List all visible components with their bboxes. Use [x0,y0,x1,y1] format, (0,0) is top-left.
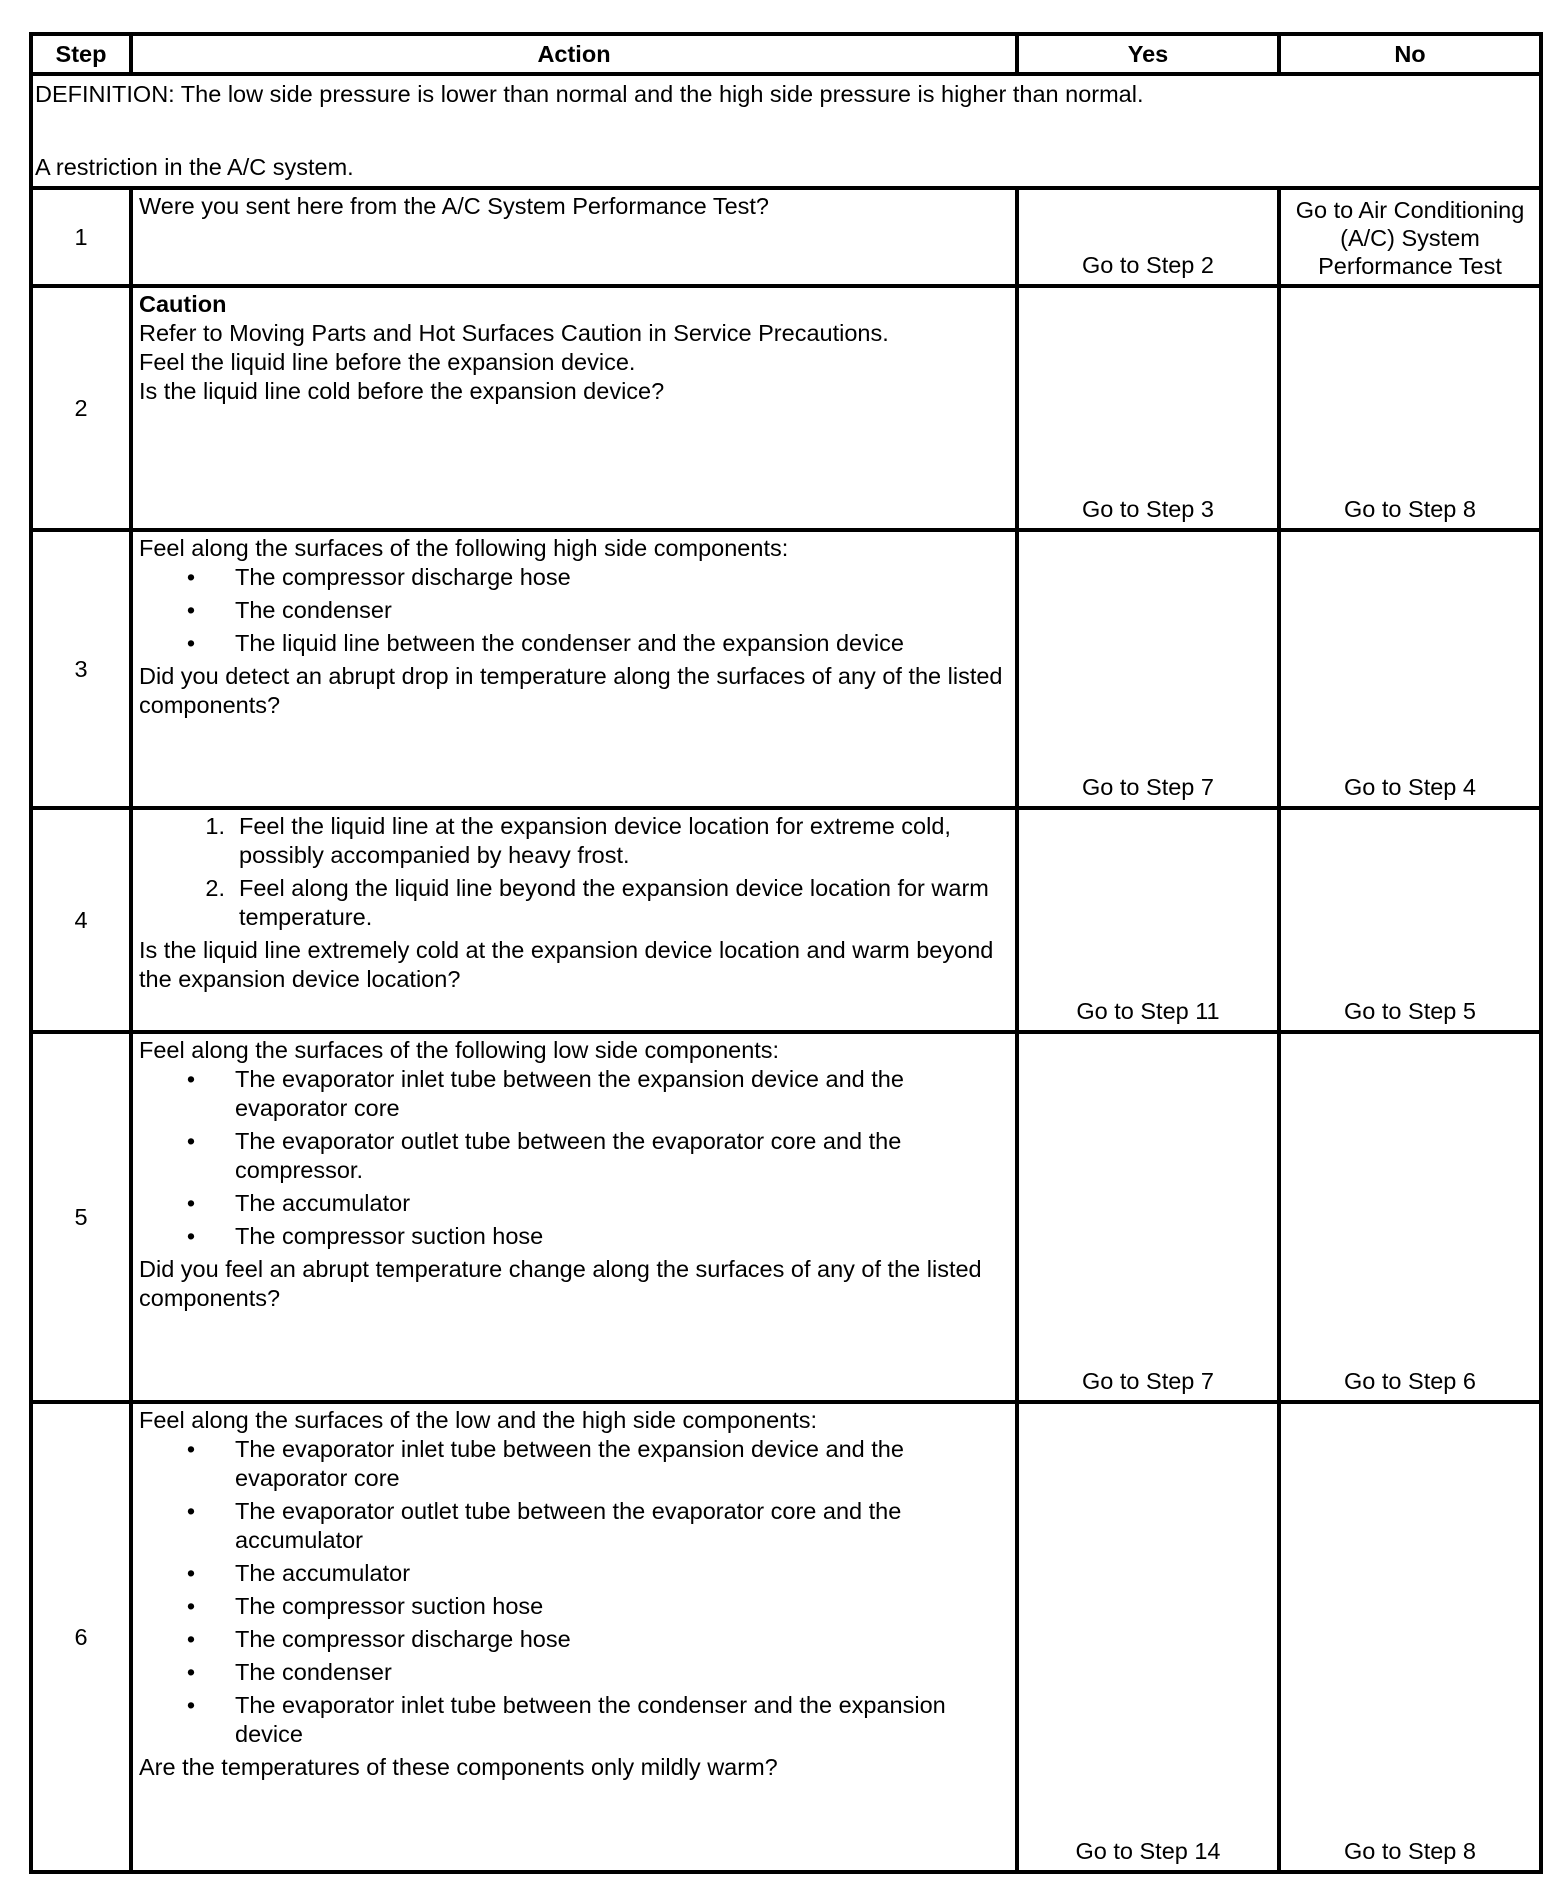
bullet-icon: • [186,1560,196,1586]
step-question: Were you sent here from the A/C System Performance Test? [139,193,769,219]
step-question: Did you feel an abrupt temperature change along the surfaces of any of the listed components? [139,1256,982,1311]
step-action [131,1032,1017,1402]
bullet-icon: • [186,630,196,656]
definition-text: DEFINITION: The low side pressure is lower than normal and the high side pressure is higher than normal. [35,81,1144,107]
step-no-result: Go to Step 4 [1279,530,1541,808]
header-step: Step [31,34,131,74]
caution-title: Caution [139,291,227,317]
list-item: • The compressor discharge hose [139,1625,1009,1654]
header-yes: Yes [1017,34,1279,74]
step-action [131,188,1017,286]
step-yes-result: Go to Step 11 [1017,808,1279,1032]
step-number: 1 [31,188,131,286]
item-number: 2. [205,875,225,901]
step-question: Is the liquid line cold before the expansion device? [139,378,665,404]
list-item: • The evaporator inlet tube between the expansion device and the evaporator core [139,1435,1009,1493]
step-action [131,286,1017,530]
list-item: • The evaporator outlet tube between the evaporator core and the accumulator [139,1497,1009,1555]
list-item: • The condenser [139,596,1009,625]
step-row-1 [31,188,1541,286]
step-no-result: Go to Step 6 [1279,1032,1541,1402]
step-yes-result: Go to Step 7 [1017,1032,1279,1402]
list-item: • The compressor discharge hose [139,563,1009,592]
list-item: • The compressor suction hose [139,1592,1009,1621]
list-item: 1. Feel the liquid line at the expansion device location for extreme cold, possibly accompanied by heavy frost. [139,812,1009,870]
step-yes-result: Go to Step 3 [1017,286,1279,530]
item-number: 1. [205,813,225,839]
caution-text: Refer to Moving Parts and Hot Surfaces Caution in Service Precautions. [139,320,889,346]
step-row-6 [31,1402,1541,1872]
step-number: 2 [31,286,131,530]
list-item: • The accumulator [139,1559,1009,1588]
component-list [139,1065,1009,1255]
step-no-result: Go to Air Conditioning (A/C) System Performance Test [1279,188,1541,286]
list-item: • The evaporator outlet tube between the evaporator core and the compressor. [139,1127,1009,1185]
bullet-icon: • [186,1128,196,1154]
bullet-icon: • [186,1593,196,1619]
bullet-icon: • [186,1223,196,1249]
bullet-icon: • [186,1692,196,1718]
step-no-result: Go to Step 8 [1279,286,1541,530]
step-row-5 [31,1032,1541,1402]
definition-summary: A restriction in the A/C system. [35,154,354,180]
step-no-result: Go to Step 5 [1279,808,1541,1032]
step-question: Are the temperatures of these components only mildly warm? [139,1754,778,1780]
list-item: • The evaporator inlet tube between the condenser and the expansion device [139,1691,1009,1749]
procedure-list [139,812,1009,936]
bullet-icon: • [186,1190,196,1216]
step-number: 6 [31,1402,131,1872]
step-yes-result: Go to Step 14 [1017,1402,1279,1872]
step-question: Did you detect an abrupt drop in temperature along the surfaces of any of the listed components? [139,663,1003,718]
step-intro: Feel along the surfaces of the low and the high side components: [139,1407,818,1433]
step-action [131,530,1017,808]
header-action: Action [131,34,1017,74]
bullet-icon: • [186,1659,196,1685]
bullet-icon: • [186,1498,196,1524]
step-yes-result: Go to Step 2 [1017,188,1279,286]
component-list [139,563,1009,662]
diagnostic-table [29,32,1543,1874]
step-row-2 [31,286,1541,530]
bullet-icon: • [186,1626,196,1652]
step-action [131,808,1017,1032]
step-number: 5 [31,1032,131,1402]
component-list [139,1435,1009,1753]
header-row [31,34,1541,74]
step-number: 4 [31,808,131,1032]
definition-cell [31,74,1541,188]
step-instruction: Feel the liquid line before the expansion device. [139,349,636,375]
step-action [131,1402,1017,1872]
step-question: Is the liquid line extremely cold at the expansion device location and warm beyond the expansion device location? [139,937,994,992]
list-item: • The liquid line between the condenser and the expansion device [139,629,1009,658]
step-no-result: Go to Step 8 [1279,1402,1541,1872]
bullet-icon: • [186,1066,196,1092]
step-yes-result: Go to Step 7 [1017,530,1279,808]
step-row-4 [31,808,1541,1032]
bullet-icon: • [186,597,196,623]
definition-row [31,74,1541,188]
list-item: • The condenser [139,1658,1009,1687]
list-item: • The accumulator [139,1189,1009,1218]
list-item: • The evaporator inlet tube between the expansion device and the evaporator core [139,1065,1009,1123]
header-no: No [1279,34,1541,74]
step-number: 3 [31,530,131,808]
list-item: 2. Feel along the liquid line beyond the expansion device location for warm temperature. [139,874,1009,932]
step-intro: Feel along the surfaces of the following low side components: [139,1037,780,1063]
step-row-3 [31,530,1541,808]
bullet-icon: • [186,564,196,590]
bullet-icon: • [186,1436,196,1462]
step-intro: Feel along the surfaces of the following high side components: [139,535,789,561]
list-item: • The compressor suction hose [139,1222,1009,1251]
